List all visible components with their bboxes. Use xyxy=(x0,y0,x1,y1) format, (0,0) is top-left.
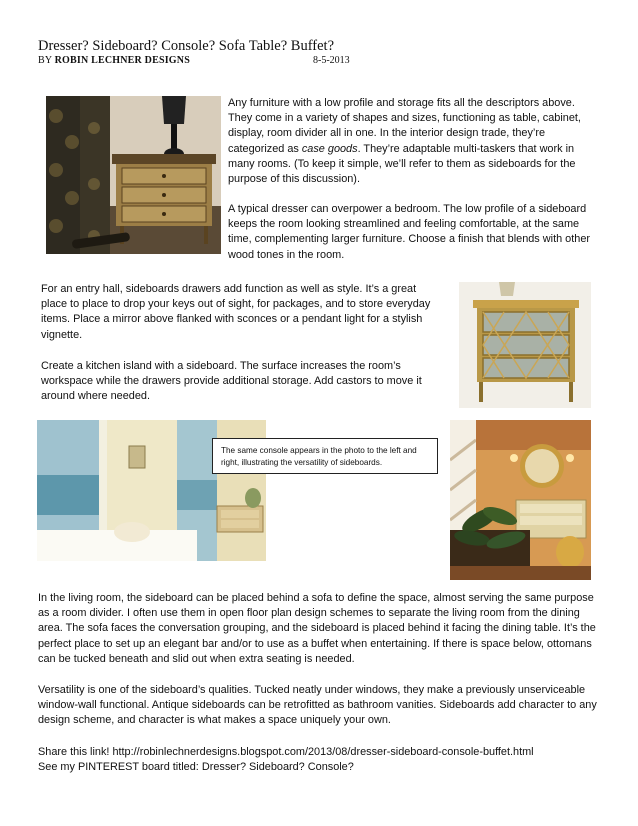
kitchen-paragraph: Create a kitchen island with a sideboard. The surface increases the room’s workspace while the drawers provide additional storage. Add castors to move it around where needed. xyxy=(41,360,422,403)
bedroom-paragraph: A typical dresser can overpower a bedroom. The low profile of a sideboard keeps the room looking streamlined and feeling comfortable, at the same time, complementing larger furniture. Choose a finish that blends with other wood tones in the room. xyxy=(228,203,590,261)
intro-paragraph xyxy=(228,96,593,187)
author-name: ROBIN LECHNER DESIGNS xyxy=(54,55,190,66)
entry-mirror-illustration xyxy=(450,420,591,580)
byline-prefix: BY xyxy=(38,55,55,66)
versatility-paragraph: Versatility is one of the sideboard’s qualities. Tucked neatly under windows, they make a previously unserviceable window-wall functional. Antique sideboards can be retrofitted as bathroom vanities. Sideboards add character to any design scheme, and character is what makes a space uniquely your own. xyxy=(38,684,597,727)
intro-text-b: . They’re adaptable multi-taskers that work in many rooms. (To keep it simple, we’ll refer to them as sideboards for the purpose of this discussion). xyxy=(228,142,576,186)
byline xyxy=(38,55,190,66)
entry-hall-paragraph: For an entry hall, sideboards drawers add function as well as style. It’s a great place to place to drop your keys out of sight, for packages, and to store everyday items. Place a mirror above flanked with sconces or a pendant light for a stylish vignette. xyxy=(41,283,431,341)
living-room-paragraph: In the living room, the sideboard can be placed behind a sofa to define the space, almost serving the same purpose as a room divider. I often use them in open floor plan design schemes to separate the living room from the dining area. The sofa faces the conversation grouping, and the sideboard is placed behind it facing the dining table. It’s the perfect place to set up an elegant bar and/or to use as a buffet when entertaining. If there is space below, ottomans can be tucked beneath and slid out when extra seating is needed. xyxy=(38,592,596,665)
case-goods-term: case goods xyxy=(301,142,358,155)
intro-text-a: Any furniture with a low profile and storage fits all the descriptors above. They come in a variety of shapes and sizes, functioning as table, cabinet, display, room divider all in one. In the interior design trade, they’re categorized as xyxy=(228,97,581,155)
article-date: 8-5-2013 xyxy=(313,55,350,66)
lattice-console-illustration xyxy=(459,282,591,408)
share-link[interactable]: Share this link! http://robinlechnerdesigns.blogspot.com/2013/08/dresser-sideboard-console-buffet.html xyxy=(38,746,534,758)
photo-caption: The same console appears in the photo to the left and right, illustrating the versatility of sideboards. xyxy=(212,438,438,474)
dresser-lamp-illustration xyxy=(46,96,221,254)
pinterest-note: See my PINTEREST board titled: Dresser? Sideboard? Console? xyxy=(38,761,354,773)
article-title: Dresser? Sideboard? Console? Sofa Table? Buffet? xyxy=(38,38,335,54)
entry-mirror-photo xyxy=(450,420,591,580)
dresser-lamp-photo xyxy=(46,96,221,254)
lattice-console-photo xyxy=(459,282,591,408)
